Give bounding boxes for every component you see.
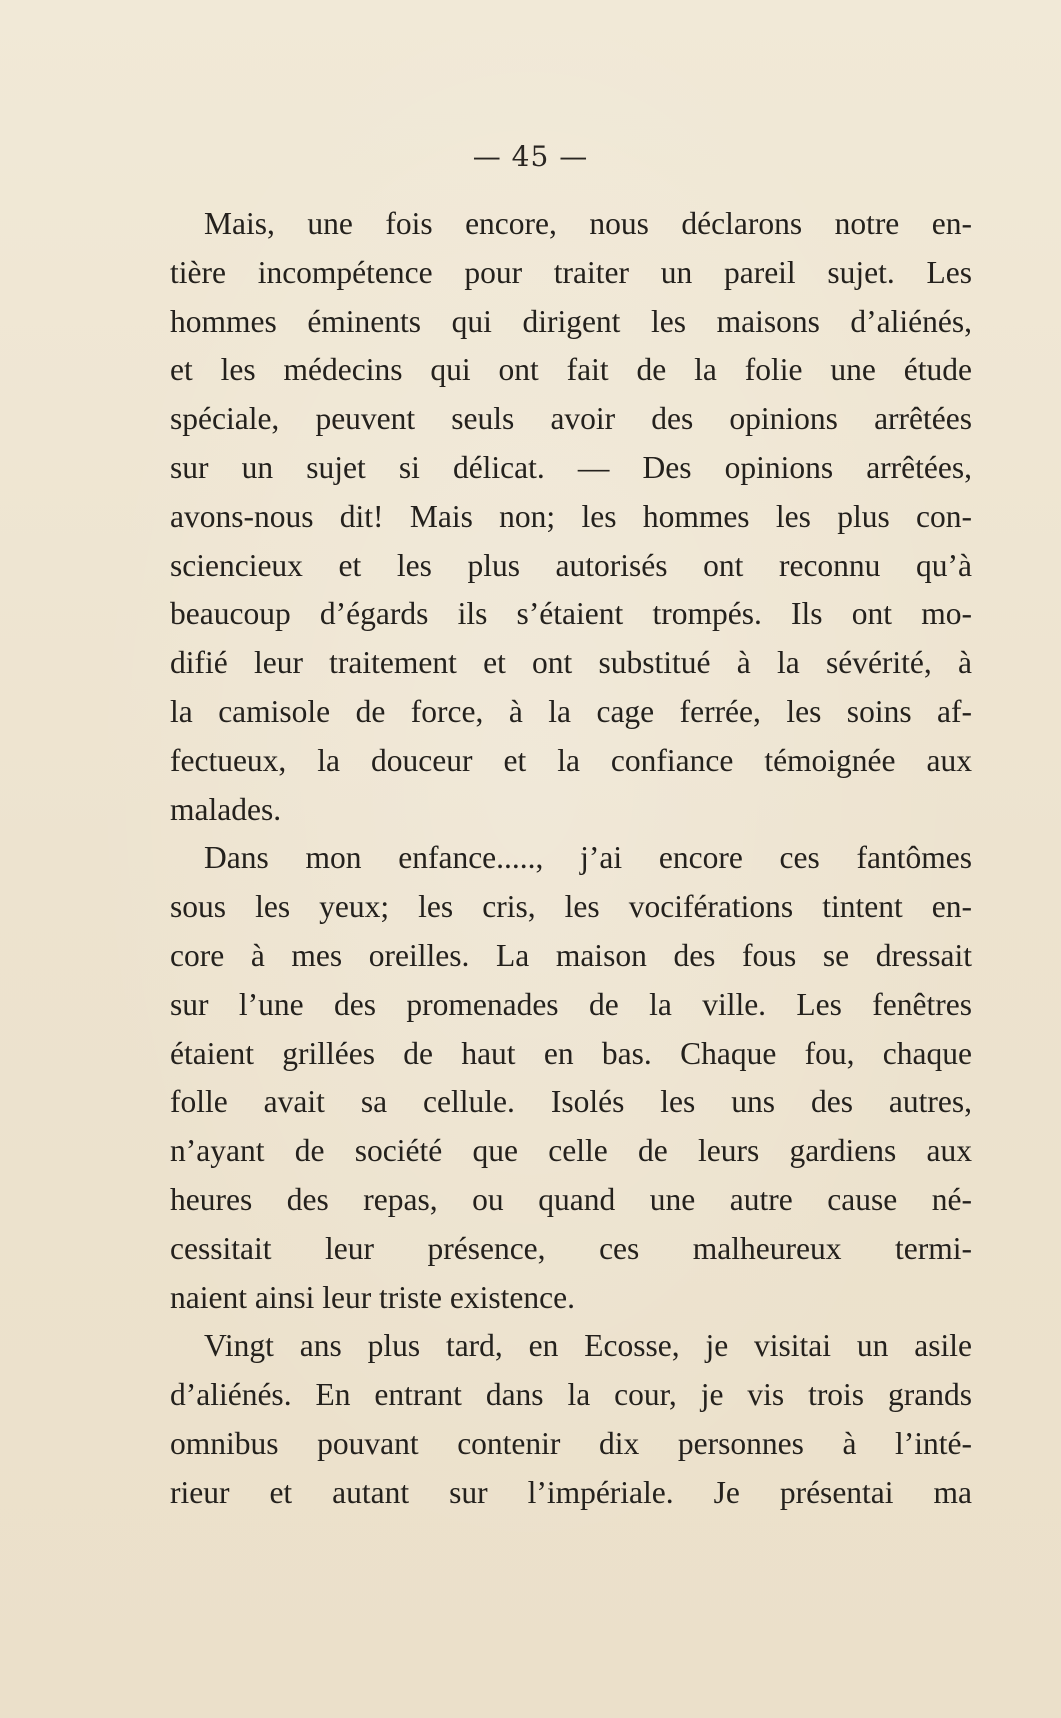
text-line: cessitait leur présence, ces malheureux termi-	[170, 1230, 972, 1266]
text-line: Mais, une fois encore, nous déclarons notre en-	[204, 206, 972, 241]
text-line: d’aliénés. En entrant dans la cour, je vis trois grands	[170, 1377, 972, 1413]
text-line: sous les yeux; les cris, les vociférations tintent en-	[170, 889, 972, 925]
text-line: difié leur traitement et ont substitué à la sévérité, à	[170, 645, 972, 681]
text-line: omnibus pouvant contenir dix personnes à l’inté-	[170, 1425, 972, 1461]
text-line: hommes éminents qui dirigent les maisons d’aliénés,	[170, 303, 972, 339]
text-line: n’ayant de société que celle de leurs gardiens aux	[170, 1133, 972, 1169]
paragraph-2	[170, 834, 972, 1322]
page-number: — 45 —	[472, 140, 589, 173]
text-line: core à mes oreilles. La maison des fous se dressait	[170, 937, 972, 973]
text-line: et les médecins qui ont fait de la folie une étude	[170, 352, 972, 388]
text-line: heures des repas, ou quand une autre cause né-	[170, 1181, 972, 1217]
paragraph-3	[170, 1322, 972, 1517]
text-line: avons-nous dit! Mais non; les hommes les plus con-	[170, 498, 972, 534]
text-line: sur un sujet si délicat. — Des opinions arrêtées,	[170, 449, 972, 485]
body-text	[170, 200, 972, 1518]
text-line: malades.	[170, 791, 282, 827]
text-line: la camisole de force, à la cage ferrée, les soins af-	[170, 693, 972, 729]
text-line: rieur et autant sur l’impériale. Je présentai ma	[170, 1474, 972, 1510]
text-line: Dans mon enfance....., j’ai encore ces fantômes	[204, 840, 972, 876]
paragraph-1	[170, 200, 972, 834]
text-line: sciencieux et les plus autorisés ont reconnu qu’à	[170, 547, 972, 583]
text-line: spéciale, peuvent seuls avoir des opinions arrêtées	[170, 401, 972, 437]
text-line: Vingt ans plus tard, en Ecosse, je visitai un asile	[204, 1328, 972, 1364]
text-line: étaient grillées de haut en bas. Chaque fou, chaque	[170, 1035, 972, 1071]
text-line: fectueux, la douceur et la confiance témoignée aux	[170, 742, 972, 778]
text-line: tière incompétence pour traiter un pareil sujet. Les	[170, 254, 972, 290]
text-line: folle avait sa cellule. Isolés les uns des autres,	[170, 1084, 972, 1120]
text-line: beaucoup d’égards ils s’étaient trompés. Ils ont mo-	[170, 596, 972, 632]
text-line: sur l’une des promenades de la ville. Les fenêtres	[170, 986, 972, 1022]
text-line: naient ainsi leur triste existence.	[170, 1279, 575, 1315]
